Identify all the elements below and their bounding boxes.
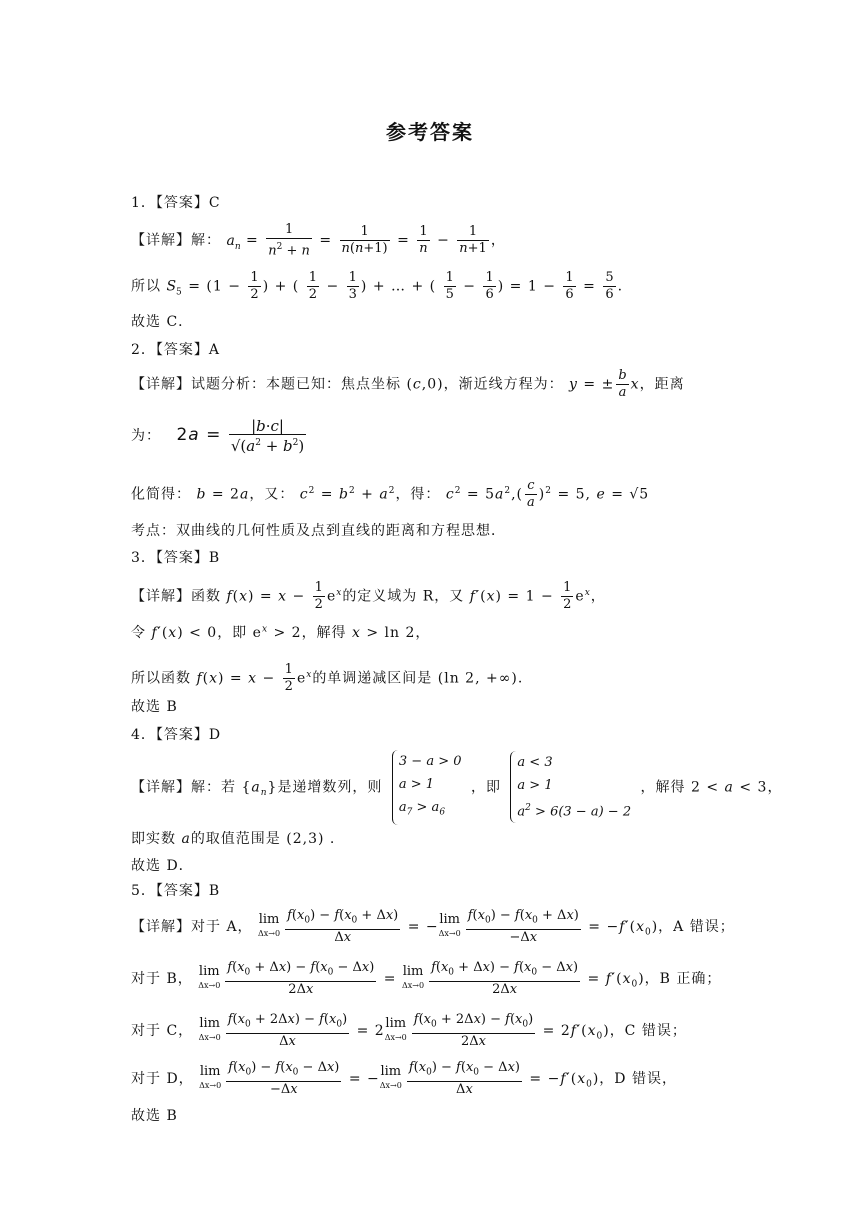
answer-5-conclusion: 故选 B — [131, 1108, 178, 1124]
answer-5-option-a: 【详解】对于 A， lim Δx→0 $\frac{f(x_0) - f(x_0 + \Delta x)}{\Delta x}$ = −lim Δx→0 $\frac{f(x_0) - f(x_0 + \Delta x)}{-\Delta x}$ = $-f'(x_0)$，A 错误； — [131, 908, 735, 945]
answer-4-detail: 【详解】解：若 $\{a_n\}$是递增数列，则 3 − a > 0 a > 1 $a_7 > a_6$ ，即 a < 3 a > 1 $a^2 > 6(3 - a) - 2$ ，解得 2 < a < 3， — [131, 750, 782, 825]
answer-3-header: 3．【答案】B — [131, 550, 221, 566]
answer-2-header: 2．【答案】A — [131, 342, 221, 358]
answer-2-distance: 为： 2a = $\frac{|b\cdot c|}{√(a^2 + b^2)}$ — [131, 417, 305, 455]
answer-2-simplify: 化简得： b = 2a，又： $c^2 = b^2 + a^2$，得： $c^2 = 5a^2$,( $\frac{c}{a}$ )$^2$ = 5, e = √5 — [131, 478, 650, 510]
answer-3-result: 所以函数 f(x) = x − $\frac{1}{2}$ $e^x$的单调递减区间是 (ln 2, +∞). — [131, 662, 524, 694]
answer-4-conclusion: 故选 D． — [131, 858, 194, 874]
answer-1-sum: 所以 $S_5 = (1$ − $\frac{1}{2}$ ) + ( $\frac{1}{2}$ − $\frac{1}{3}$ ) + … + ( $\frac{1}{5}$ − $\frac{1}{6}$ ) = 1 − $\frac{1}{6}$ = $\frac{5}{6}$ . — [131, 270, 624, 302]
answer-2-note: 考点：双曲线的几何性质及点到直线的距离和方程思想． — [131, 523, 506, 539]
answer-5-header: 5．【答案】B — [131, 883, 221, 899]
answer-1-header: 1．【答案】C — [131, 195, 221, 211]
answer-5-option-b: 对于 B， lim Δx→0 $\frac{f(x_0 + \Delta x) - f(x_0 - \Delta x)}{2\Delta x}$ = lim Δx→0 $\frac{f(x_0 + \Delta x) - f(x_0 - \Delta x)}{2\Delta x}$ = $f'(x_0)$，B 正确； — [131, 960, 722, 997]
answer-1-detail: 【详解】解： $a_n$ = $\frac{1}{n^2 + n}$ = $\frac{1}{n(n+1)}$ = $\frac{1}{n}$ − $\frac{1}{n+1}$ ， — [131, 222, 506, 259]
answer-5-option-c: 对于 C， lim Δx→0 $\frac{f(x_0 + 2\Delta x) - f(x_0)}{\Delta x}$ = 2lim Δx→0 $\frac{f(x_0 + 2\Delta x) - f(x_0)}{2\Delta x}$ = $2f'(x_0)$，C 错误； — [131, 1012, 687, 1049]
answer-3-detail: 【详解】函数 f(x) = x − $\frac{1}{2}$ $e^x$的定义域为 R，又 f′(x) = 1 − $\frac{1}{2}$ $e^x$， — [131, 580, 606, 612]
answer-3-solve: 令 f′(x) < 0，即 $e^x > 2$，解得 x > ln 2， — [131, 624, 431, 641]
page-title: 参考答案 — [386, 120, 474, 144]
answer-1-conclusion: 故选 C． — [131, 314, 194, 330]
answer-4-header: 4．【答案】D — [131, 727, 222, 743]
answer-2-detail: 【详解】试题分析：本题已知：焦点坐标 (c,0)，渐近线方程为： y = ± $\frac{b}{a}$ x，距离 — [131, 368, 685, 400]
answer-3-conclusion: 故选 B — [131, 699, 178, 715]
sum-label: 所以 — [131, 278, 161, 295]
answer-4-range: 即实数 a的取值范围是 (2,3) . — [131, 831, 336, 847]
answer-5-option-d: 对于 D， lim Δx→0 $\frac{f(x_0) - f(x_0 - \Delta x)}{-\Delta x}$ = −lim Δx→0 $\frac{f(x_0) - f(x_0 - \Delta x)}{\Delta x}$ = $-f'(x_0)$，D 错误， — [131, 1060, 677, 1097]
detail-label: 【详解】解： — [131, 232, 221, 249]
